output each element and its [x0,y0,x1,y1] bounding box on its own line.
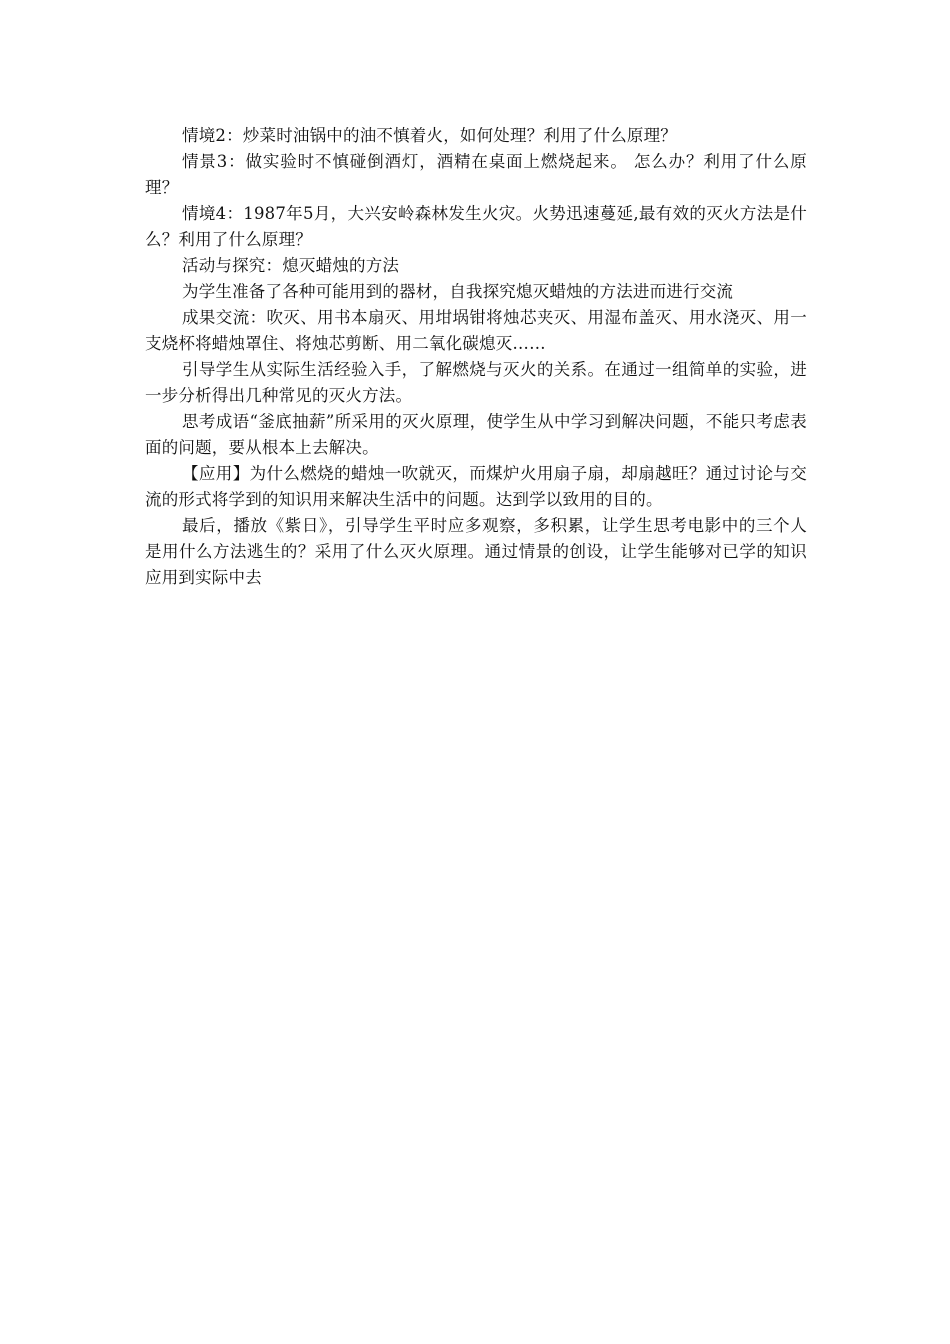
paragraph-scenario-4: 情境4：1987年5月，大兴安岭森林发生火灾。火势迅速蔓延,最有效的灭火方法是什么？利用了什么原理？ [145,204,807,249]
document-page [145,123,807,591]
paragraph-results-exchange: 成果交流：吹灭、用书本扇灭、用坩埚钳将烛芯夹灭、用湿布盖灭、用水浇灭、用一支烧杯将蜡烛罩住、将烛芯剪断、用二氧化碳熄灭…… [145,308,807,353]
paragraph-conclusion: 最后，播放《紫日》，引导学生平时应多观察，多积累，让学生思考电影中的三个人是用什么方法逃生的？采用了什么灭火原理。通过情景的创设，让学生能够对已学的知识应用到实际中去 [145,516,807,587]
paragraph-application: 【应用】为什么燃烧的蜡烛一吹就灭，而煤炉火用扇子扇，却扇越旺？通过讨论与交流的形式将学到的知识用来解决生活中的问题。达到学以致用的目的。 [145,464,807,509]
paragraph-activity-heading: 活动与探究：熄灭蜡烛的方法 [182,256,400,275]
paragraph-scenario-2: 情境2：炒菜时油锅中的油不慎着火，如何处理？利用了什么原理？ [182,126,677,145]
paragraph-idiom-reflection: 思考成语“釜底抽薪”所采用的灭火原理，使学生从中学习到解决问题，不能只考虑表面的问题，要从根本上去解决。 [145,412,807,457]
paragraph-scenario-3: 情景3：做实验时不慎碰倒酒灯，酒精在桌面上燃烧起来。 怎么办？利用了什么原理？ [145,152,807,197]
paragraph-activity-description: 为学生准备了各种可能用到的器材，自我探究熄灭蜡烛的方法进而进行交流 [182,282,734,301]
paragraph-guidance: 引导学生从实际生活经验入手，了解燃烧与灭火的关系。在通过一组简单的实验，进一步分析得出几种常见的灭火方法。 [145,360,807,405]
